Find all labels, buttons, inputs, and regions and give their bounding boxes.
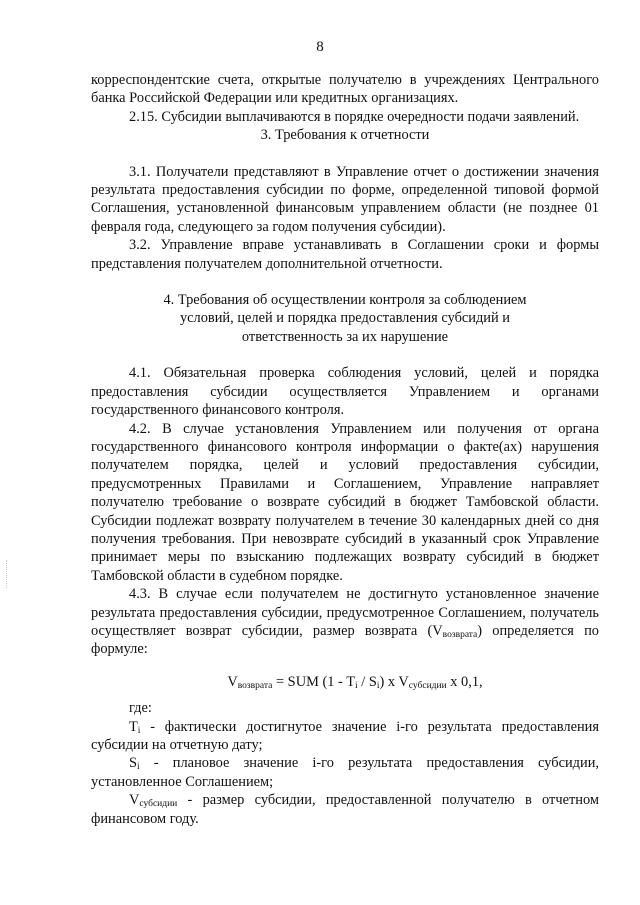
- definition-v-subscript: субсидии: [139, 799, 178, 810]
- formula-tail: x 0,1,: [446, 673, 483, 690]
- formula-sum: = SUM (1 - T: [272, 673, 355, 690]
- definition-t-symbol: T: [129, 718, 138, 735]
- definition-s-symbol: S: [129, 755, 138, 772]
- definition-v-symbol: V: [129, 792, 140, 809]
- section-4-title-line-2: условий, целей и порядка предоставления субсидий и: [179, 310, 511, 327]
- definition-t: [91, 718, 599, 755]
- document-body: [91, 71, 599, 828]
- formula-v: V: [227, 673, 238, 690]
- where-label: где:: [129, 700, 152, 717]
- formula-t-subscript: i: [354, 680, 358, 691]
- formula-s-subscript: i: [376, 680, 380, 691]
- page-number: 8: [316, 39, 324, 55]
- spacer: [91, 273, 599, 291]
- formula-v-subscript: возврата: [237, 680, 273, 691]
- definition-t-subscript: i: [137, 725, 141, 736]
- paragraph-4-3: [91, 585, 599, 659]
- spacer: [91, 145, 599, 163]
- definition-s-subscript: i: [137, 762, 140, 773]
- formula-mid: ) x V: [379, 673, 409, 690]
- spacer: [91, 346, 599, 364]
- paragraph-2-15: 2.15. Субсидии выплачиваются в порядке очередности подачи заявлений.: [129, 108, 580, 125]
- definition-v: [91, 791, 599, 828]
- return-formula: [91, 673, 599, 691]
- definition-v-text: - размер субсидии, предоставленной получателю в отчетном финансовом году.: [91, 792, 599, 827]
- paragraph-4-2: 4.2. В случае установления Управлением или получения от органа государственного финансового контроля информации о факте(ах) нарушения получателем порядка, целей и условий предоставления субсидии, предусмотренных Правилами и Соглашением, Управление направляет получателю требование о возврате субсидий в бюджет Тамбовской области. Субсидии подлежат возврату получателем в течение 30 календарных дней со дня получения требования. При невозврате субсидий в указанный срок Управление принимает меры по взысканию подлежащих возврату субсидий в бюджет Тамбовской области в судебном порядке.: [91, 420, 599, 584]
- section-4-title-line-1: 4. Требования об осуществлении контроля за соблюдением: [163, 292, 527, 309]
- paragraph-3-2: 3.2. Управление вправе устанавливать в Соглашении сроки и формы представления получателем дополнительной отчетности.: [91, 237, 599, 272]
- paragraph-4-1: 4.1. Обязательная проверка соблюдения условий, целей и порядка предоставления субсидии осуществляется Управлением и органами государственного финансового контроля.: [91, 365, 599, 419]
- definition-s-text: - плановое значение i-го результата предоставления субсидии, установленное Соглашением;: [91, 755, 599, 790]
- formula-div: / S: [357, 673, 377, 690]
- v-return-subscript: возврата: [442, 629, 478, 640]
- section-3-title: 3. Требования к отчетности: [260, 127, 430, 144]
- margin-mark: [6, 560, 9, 588]
- definition-t-text: - фактически достигнутое значение i-го результата предоставления субсидии на отчетную дату;: [91, 718, 599, 753]
- paragraph-3-1: 3.1. Получатели представляют в Управление отчет о достижении значения результата предоставления субсидии по форме, определенной типовой формой Соглашения, установленной финансовым управлением области (не позднее 01 февраля года, следующего за годом получения субсидии).: [91, 163, 599, 235]
- paragraph-4-3-end: ) определяется по формуле:: [91, 622, 600, 658]
- definition-s: [91, 754, 599, 791]
- paragraph-4-3-text: 4.3. В случае если получателем не достигнуто установленное значение результата предоставления субсидии, предусмотренное Соглашением, получатель осуществляет возврат субсидии, размер возврата (V: [91, 586, 599, 639]
- formula-vs-subscript: субсидии: [408, 680, 447, 691]
- section-4-title-line-3: ответственность за их нарушение: [241, 328, 449, 345]
- paragraph-accounts: корреспондентские счета, открытые получателю в учреждениях Центрального банка Российской Федерации или кредитных организациях.: [91, 72, 599, 107]
